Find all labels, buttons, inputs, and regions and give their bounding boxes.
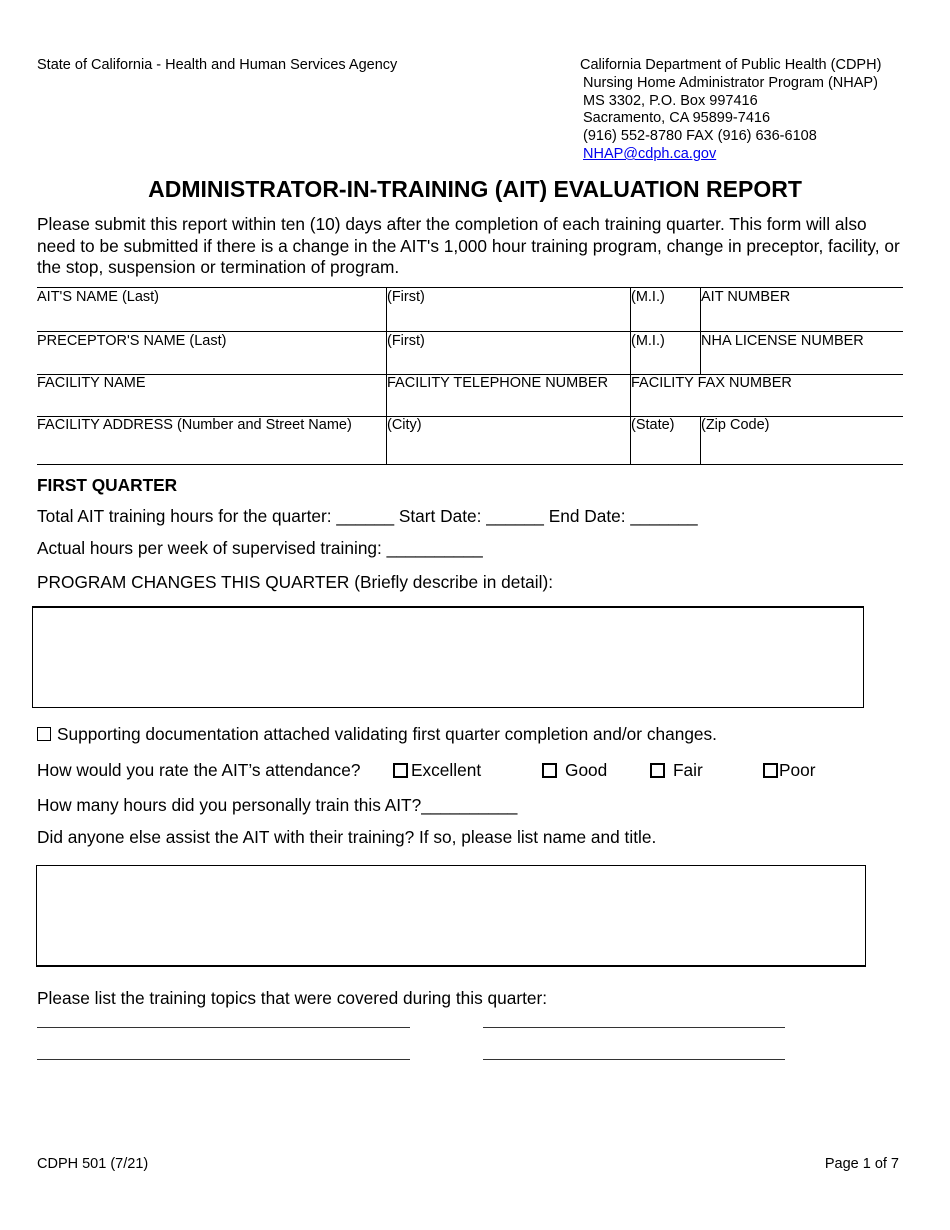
facility-telephone-field[interactable]: FACILITY TELEPHONE NUMBER bbox=[387, 375, 609, 391]
training-topics-label: Please list the training topics that were covered during this quarter: bbox=[37, 988, 548, 1008]
facility-name-field[interactable]: FACILITY NAME bbox=[37, 375, 146, 391]
training-topic-line[interactable] bbox=[483, 1059, 785, 1061]
facility-state-field[interactable]: (State) bbox=[631, 417, 675, 433]
attendance-option-good[interactable]: Good bbox=[542, 760, 607, 781]
page-title: ADMINISTRATOR-IN-TRAINING (AIT) EVALUATION REPORT bbox=[148, 176, 802, 202]
city-state-zip: Sacramento, CA 95899-7416 bbox=[583, 110, 771, 127]
page-number: Page 1 of 7 bbox=[824, 1156, 899, 1172]
facility-address-field[interactable]: FACILITY ADDRESS (Number and Street Name) bbox=[37, 417, 352, 433]
program-changes-label: PROGRAM CHANGES THIS QUARTER (Briefly describe in detail): bbox=[37, 572, 553, 592]
supporting-documentation-checkbox[interactable] bbox=[37, 727, 51, 741]
poor-checkbox[interactable] bbox=[763, 763, 778, 778]
assist-question: Did anyone else assist the AIT with their training? If so, please list name and title. bbox=[37, 827, 657, 847]
facility-fax-field[interactable]: FACILITY FAX NUMBER bbox=[631, 375, 792, 391]
instructions-paragraph: Please submit this report within ten (10) days after the completion of each training quarter. This form will also need to be submitted if there is a change in the AIT's 1,000 hour training program, change in preceptor, facility, or the stop, suspension or termination of program. bbox=[37, 214, 900, 277]
ait-last-name-field[interactable]: AIT'S NAME (Last) bbox=[37, 289, 160, 305]
table-rule bbox=[37, 287, 903, 288]
department-address-block bbox=[580, 57, 881, 164]
supporting-documentation-row bbox=[37, 724, 717, 745]
good-checkbox[interactable] bbox=[542, 763, 557, 778]
table-rule bbox=[37, 464, 903, 465]
agency-name: State of California - Health and Human Services Agency bbox=[37, 57, 398, 73]
supporting-documentation-label: Supporting documentation attached validating first quarter completion and/or changes. bbox=[57, 724, 717, 744]
email-link[interactable]: NHAP@cdph.ca.gov bbox=[583, 145, 717, 162]
department-name: California Department of Public Health (CDPH) bbox=[580, 57, 882, 73]
attendance-option-fair[interactable]: Fair bbox=[650, 760, 703, 781]
ait-mi-field[interactable]: (M.I.) bbox=[631, 289, 665, 305]
attendance-option-excellent[interactable]: Excellent bbox=[393, 760, 481, 781]
mailing-address: MS 3302, P.O. Box 997416 bbox=[583, 92, 758, 109]
ait-first-name-field[interactable]: (First) bbox=[387, 289, 425, 305]
program-changes-textarea[interactable] bbox=[32, 606, 864, 708]
facility-city-field[interactable]: (City) bbox=[387, 417, 422, 433]
program-name: Nursing Home Administrator Program (NHAP) bbox=[583, 74, 878, 91]
training-topic-line[interactable] bbox=[37, 1059, 410, 1061]
identification-table bbox=[37, 287, 903, 464]
hours-and-dates-line[interactable]: Total AIT training hours for the quarter: ______ Start Date: ______ End Date: _______ bbox=[37, 506, 698, 526]
personal-training-hours-line[interactable]: How many hours did you personally train this AIT?__________ bbox=[37, 795, 518, 815]
attendance-question: How would you rate the AIT’s attendance? bbox=[37, 760, 361, 780]
preceptor-last-name-field[interactable]: PRECEPTOR'S NAME (Last) bbox=[37, 333, 227, 349]
facility-zip-field[interactable]: (Zip Code) bbox=[701, 417, 770, 433]
attendance-option-poor[interactable]: Poor bbox=[763, 760, 816, 781]
form-identifier: CDPH 501 (7/21) bbox=[37, 1156, 149, 1172]
excellent-checkbox[interactable] bbox=[393, 763, 408, 778]
weekly-hours-line[interactable]: Actual hours per week of supervised training: __________ bbox=[37, 538, 483, 558]
fair-checkbox[interactable] bbox=[650, 763, 665, 778]
preceptor-mi-field[interactable]: (M.I.) bbox=[631, 333, 665, 349]
table-rule bbox=[37, 331, 903, 332]
training-topic-line[interactable] bbox=[483, 1027, 785, 1029]
preceptor-first-name-field[interactable]: (First) bbox=[387, 333, 425, 349]
phone-fax: (916) 552-8780 FAX (916) 636-6108 bbox=[583, 128, 817, 145]
section-heading-first-quarter: FIRST QUARTER bbox=[37, 475, 178, 495]
assistants-textarea[interactable] bbox=[36, 865, 866, 967]
ait-number-field[interactable]: AIT NUMBER bbox=[701, 289, 791, 305]
nha-license-number-field[interactable]: NHA LICENSE NUMBER bbox=[701, 333, 864, 349]
training-topic-line[interactable] bbox=[37, 1027, 410, 1029]
